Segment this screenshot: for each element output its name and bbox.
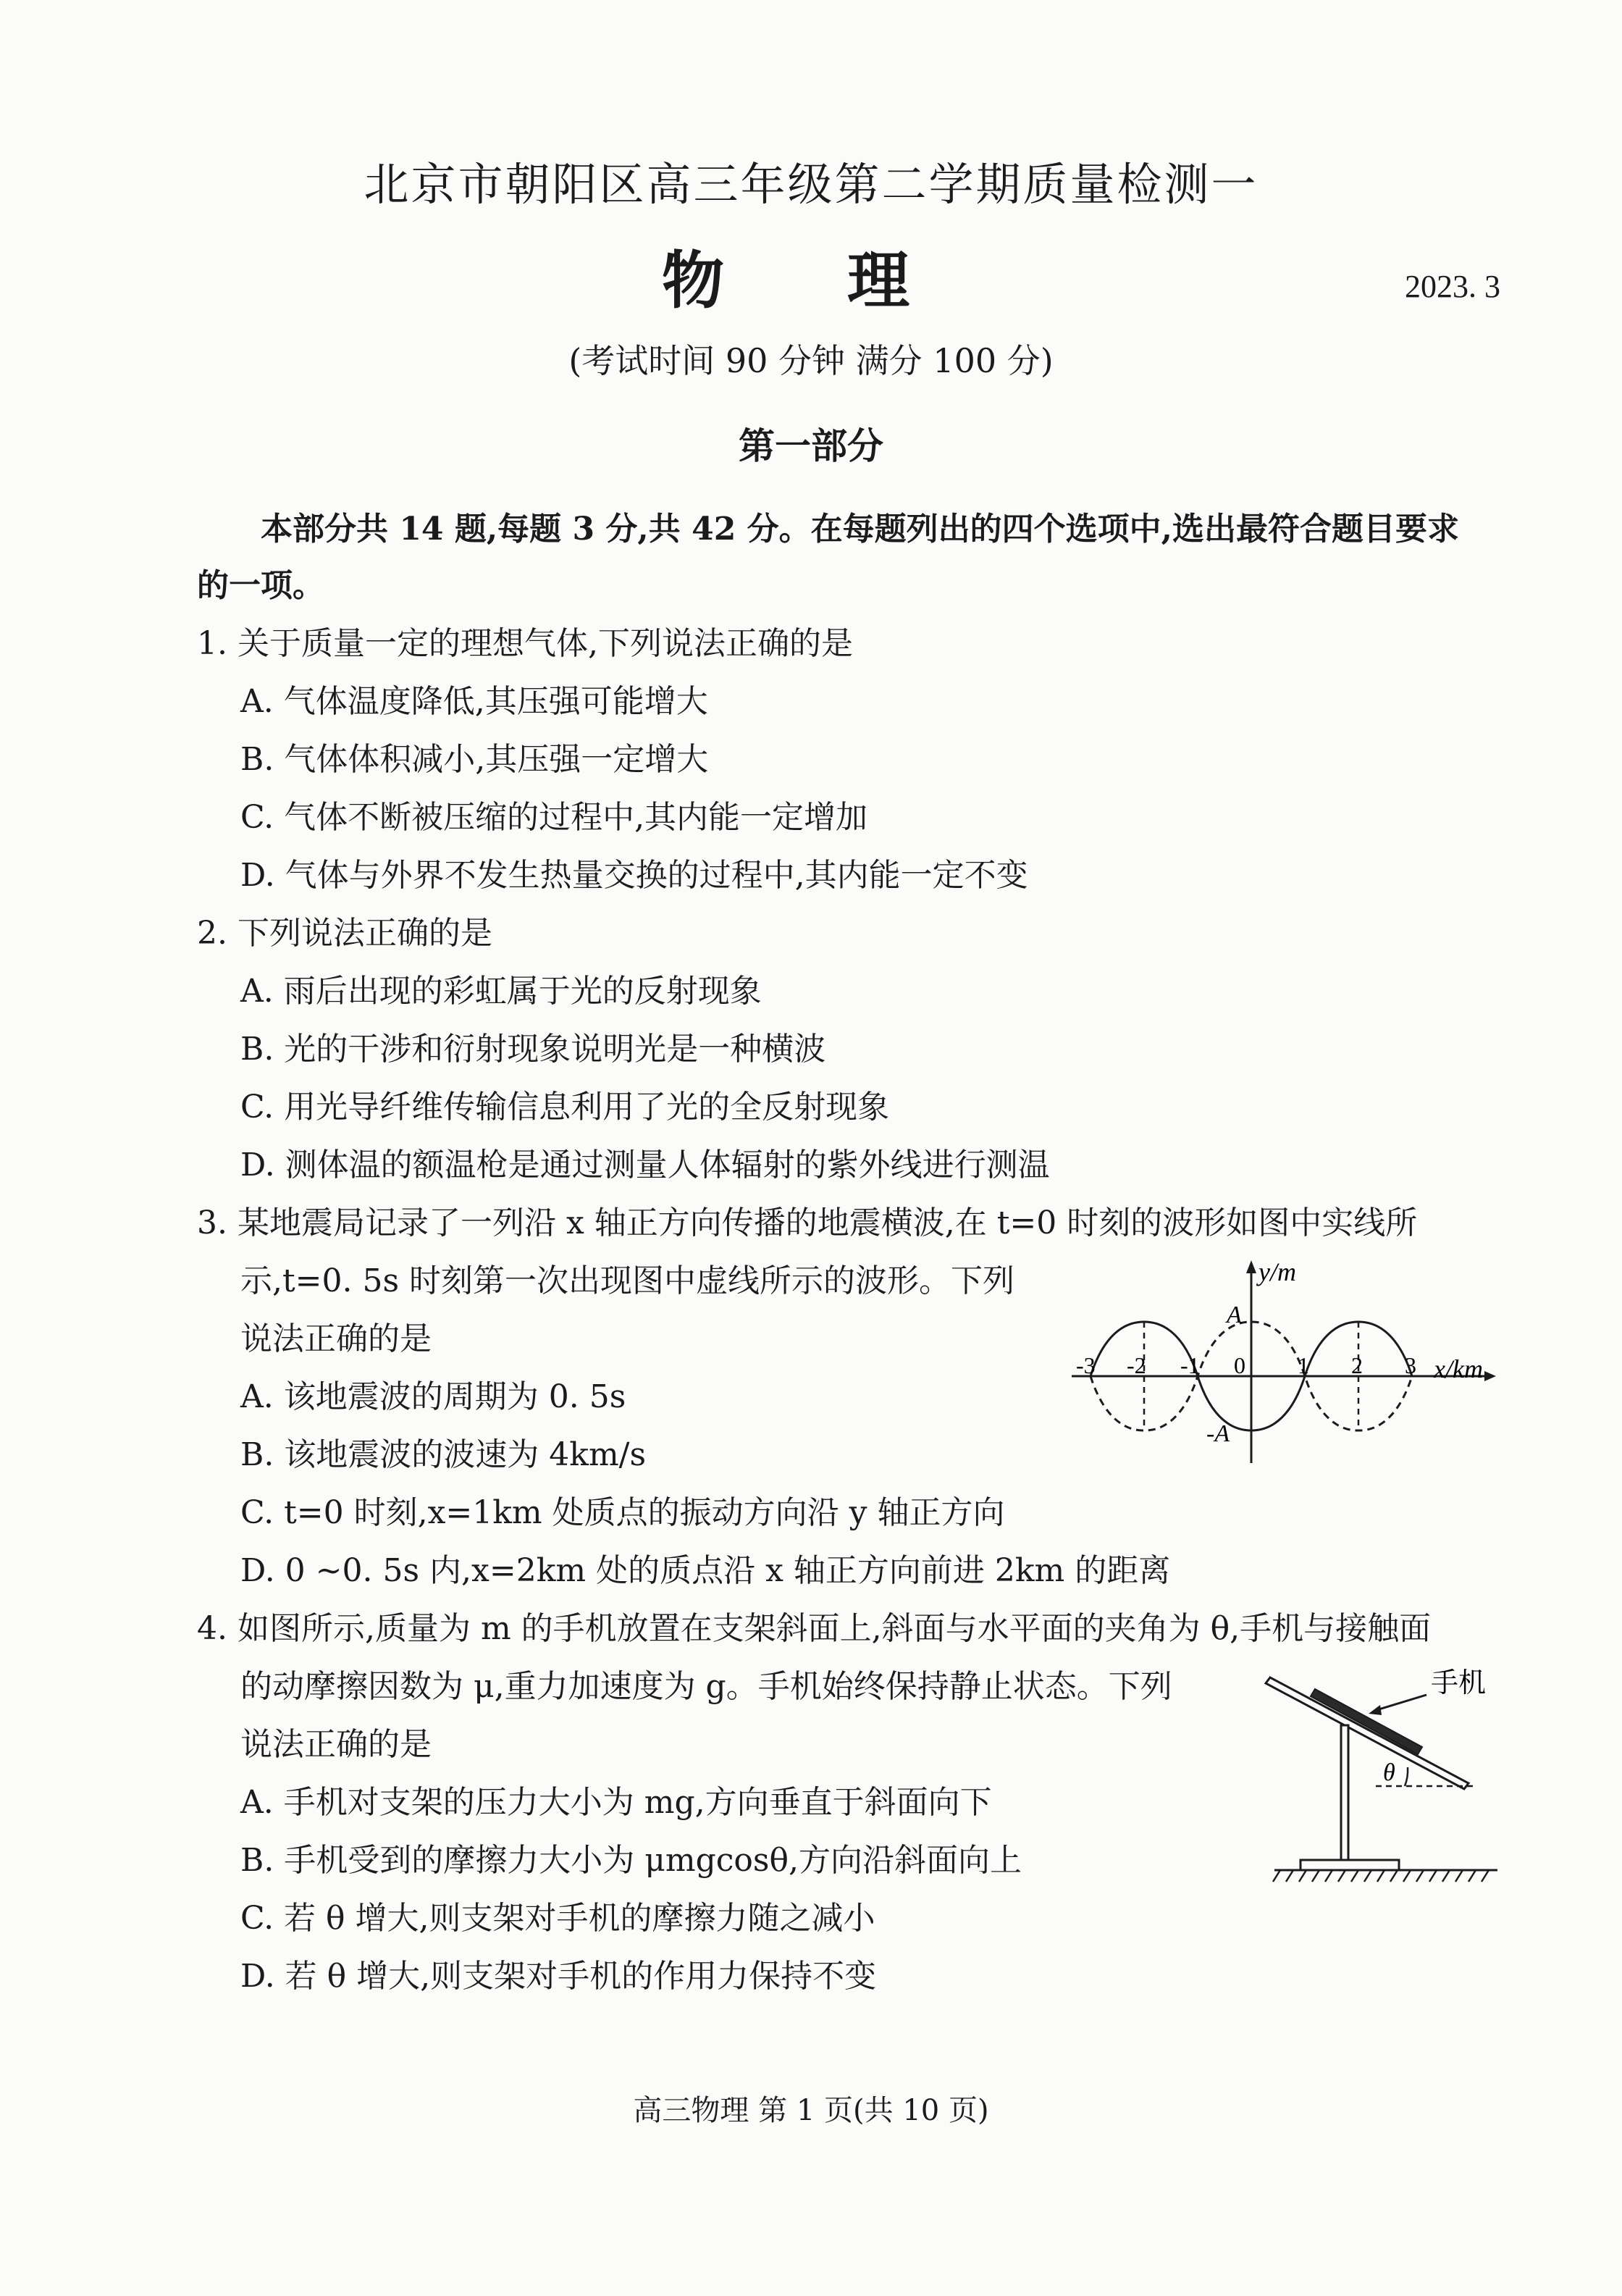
- section-title: 第一部分: [739, 424, 883, 467]
- tick-label: 0: [1234, 1352, 1245, 1378]
- stand-post: [1341, 1725, 1348, 1860]
- page-footer: 高三物理 第 1 页(共 10 页): [633, 2094, 989, 2127]
- pointer-arrow-icon: [1369, 1705, 1382, 1715]
- phone-pointer-line: [1374, 1695, 1426, 1711]
- section-instructions: 本部分共 14 题,每题 3 分,共 42 分。在每题列出的四个选项中,选出最符合题目要求: [261, 511, 1459, 548]
- question-2-option-c: C. 用光导纤维传输信息利用了光的全反射现象: [240, 1089, 890, 1126]
- x-axis-label: x/km: [1434, 1354, 1483, 1383]
- question-4-option-b: B. 手机受到的摩擦力大小为 μmgcosθ,方向沿斜面向上: [240, 1842, 1022, 1879]
- tick-label: -1: [1180, 1352, 1200, 1378]
- question-4-stem-line3: 说法正确的是: [240, 1726, 432, 1763]
- tick-label: -2: [1127, 1352, 1146, 1378]
- question-2-option-d: D. 测体温的额温枪是通过测量人体辐射的紫外线进行测温: [240, 1147, 1050, 1183]
- phone-label: 手机: [1431, 1668, 1487, 1698]
- x-axis-arrow-icon: [1484, 1371, 1496, 1381]
- section-instructions-cont: 的一项。: [197, 567, 324, 604]
- exam-date: 2023. 3: [1405, 269, 1500, 304]
- amplitude-negative-label: -A: [1206, 1420, 1230, 1447]
- stand-base: [1300, 1860, 1399, 1870]
- question-4-option-d: D. 若 θ 增大,则支架对手机的作用力保持不变: [240, 1958, 877, 1995]
- angle-arc: [1405, 1767, 1408, 1786]
- y-axis-label: y/m: [1258, 1257, 1296, 1286]
- question-1-option-d: D. 气体与外界不发生热量交换的过程中,其内能一定不变: [240, 857, 1028, 894]
- tick-label: 2: [1351, 1352, 1363, 1378]
- wave-figure: [1064, 1253, 1513, 1470]
- question-3-option-b: B. 该地震波的波速为 4km/s: [240, 1436, 647, 1473]
- question-3-stem-line2: 示,t=0. 5s 时刻第一次出现图中虚线所示的波形。下列: [240, 1262, 1015, 1299]
- angle-label: θ: [1383, 1759, 1395, 1786]
- tick-label: 3: [1405, 1352, 1416, 1378]
- question-2-option-b: B. 光的干涉和衍射现象说明光是一种横波: [240, 1031, 826, 1068]
- question-3-stem-line3: 说法正确的是: [240, 1320, 432, 1357]
- phone-body: [1311, 1689, 1422, 1754]
- question-2-option-a: A. 雨后出现的彩虹属于光的反射现象: [240, 973, 762, 1010]
- question-3-option-c: C. t=0 时刻,x=1km 处质点的振动方向沿 y 轴正方向: [240, 1494, 1005, 1531]
- tick-label: -3: [1076, 1352, 1096, 1378]
- y-axis-arrow-icon: [1246, 1260, 1256, 1273]
- subject-title: 物 理: [662, 244, 960, 317]
- exam-info: (考试时间 90 分钟 满分 100 分): [568, 341, 1054, 380]
- question-4-stem-line2: 的动摩擦因数为 μ,重力加速度为 g。手机始终保持静止状态。下列: [240, 1668, 1172, 1705]
- question-1-option-b: B. 气体体积减小,其压强一定增大: [240, 741, 709, 778]
- question-3-option-a: A. 该地震波的周期为 0. 5s: [240, 1378, 626, 1415]
- tick-label: 1: [1298, 1352, 1309, 1378]
- question-3-option-d: D. 0 ~0. 5s 内,x=2km 处的质点沿 x 轴正方向前进 2km 的距离: [240, 1552, 1171, 1589]
- question-1-option-c: C. 气体不断被压缩的过程中,其内能一定增加: [240, 799, 868, 836]
- question-3-stem-line1: 3. 某地震局记录了一列沿 x 轴正方向传播的地震横波,在 t=0 时刻的波形如图中实线所: [197, 1204, 1418, 1241]
- question-4-option-a: A. 手机对支架的压力大小为 mg,方向垂直于斜面向下: [240, 1784, 992, 1821]
- question-4-option-c: C. 若 θ 增大,则支架对手机的摩擦力随之减小: [240, 1900, 875, 1937]
- amplitude-positive-label: A: [1227, 1302, 1242, 1328]
- question-1-option-a: A. 气体温度降低,其压强可能增大: [240, 683, 708, 720]
- question-4-stem-line1: 4. 如图所示,质量为 m 的手机放置在支架斜面上,斜面与水平面的夹角为 θ,手机与接触面: [197, 1610, 1432, 1647]
- question-2-stem: 2. 下列说法正确的是: [197, 915, 492, 952]
- question-1-stem: 1. 关于质量一定的理想气体,下列说法正确的是: [197, 625, 853, 662]
- exam-title: 北京市朝阳区高三年级第二学期质量检测一: [364, 158, 1258, 211]
- phone-stand-figure: [1260, 1659, 1513, 1898]
- ground-hatching: [1273, 1870, 1489, 1882]
